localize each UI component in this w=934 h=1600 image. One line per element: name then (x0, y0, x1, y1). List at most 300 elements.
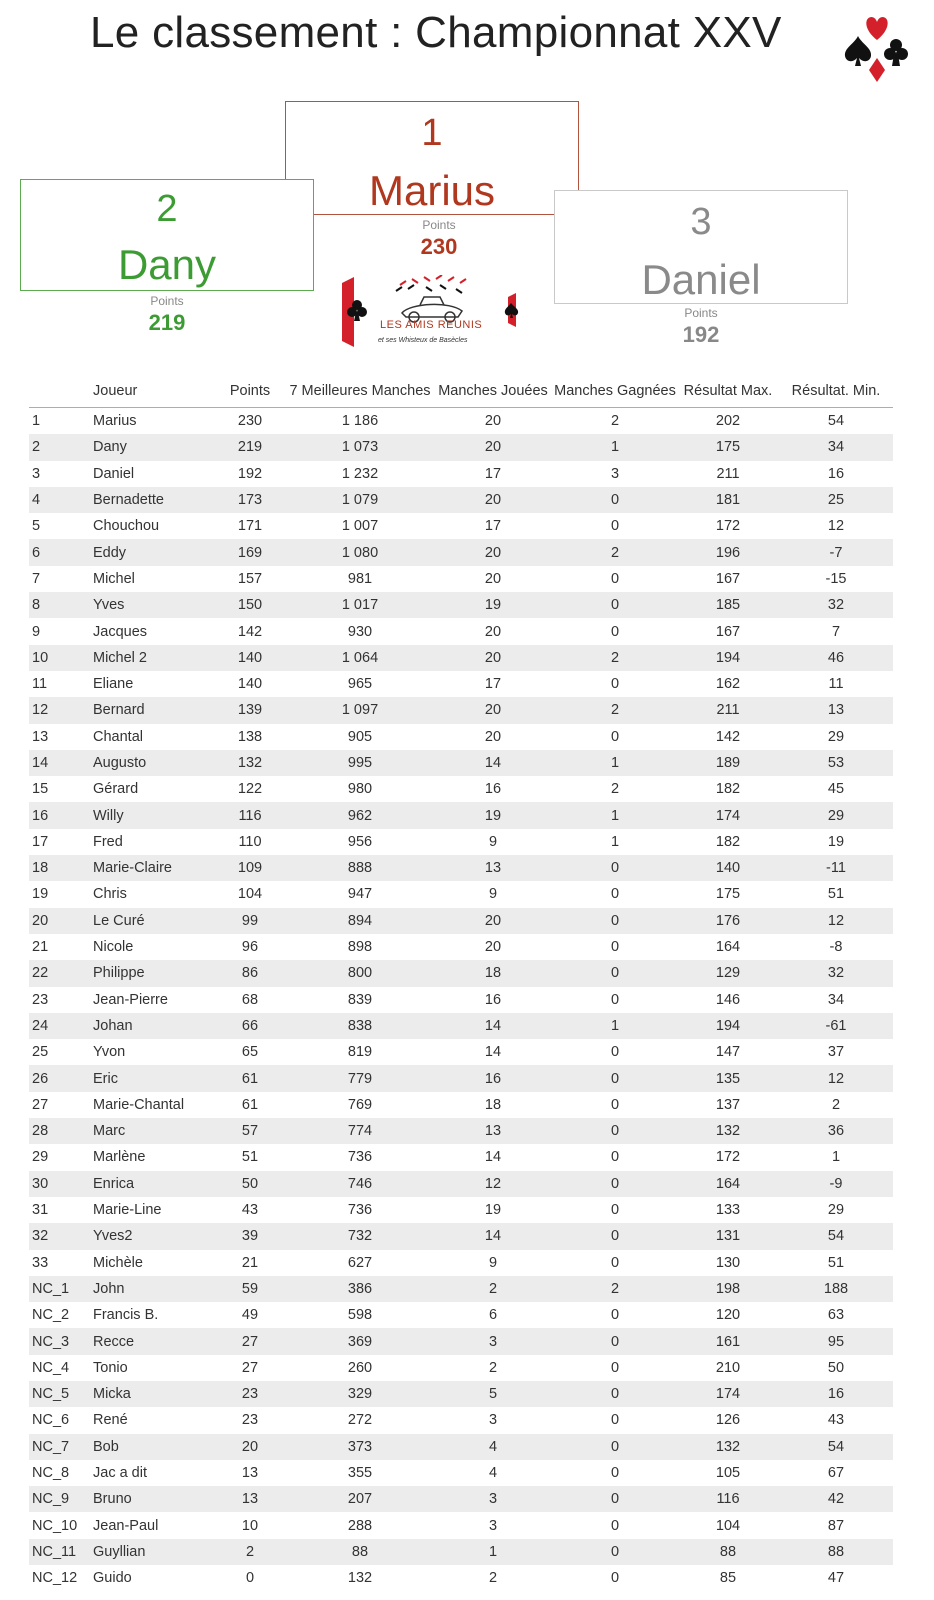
table-row (29, 750, 893, 776)
cell-player: Michel (93, 570, 135, 587)
podium-second-name: Dany (117, 241, 217, 288)
cell-max-result: 194 (677, 645, 779, 671)
table-row (29, 1197, 893, 1223)
cell-points: 13 (213, 1486, 287, 1512)
cell-min-result: 51 (827, 886, 845, 903)
cell-best-rounds: 839 (347, 991, 373, 1008)
cell-points: 157 (237, 570, 263, 587)
cell-min-result: 11 (828, 676, 844, 693)
cell-rounds-won: 0 (553, 1434, 677, 1460)
cell-rank: 30 (29, 1171, 93, 1197)
cell-points: 132 (213, 750, 287, 776)
cell-min-result: 37 (827, 1044, 845, 1061)
cell-rank: 14 (29, 750, 93, 776)
cell-rounds-won: 1 (553, 434, 677, 460)
cell-min-result: 32 (779, 960, 893, 986)
cell-min-result: 53 (779, 750, 893, 776)
cell-best-rounds: 956 (347, 833, 373, 850)
podium-second (20, 179, 314, 291)
cell-rounds-played: 4 (488, 1465, 498, 1482)
cell-rounds-played: 3 (433, 1328, 553, 1354)
table-row (29, 1092, 893, 1118)
table-row (29, 776, 893, 802)
cell-min-result: 47 (827, 1570, 845, 1587)
cell-points: 171 (237, 518, 263, 535)
logo-text: LES AMIS REUNIS (380, 319, 483, 331)
table-row (29, 461, 893, 487)
cell-rounds-won: 0 (610, 728, 620, 745)
cell-best-rounds: 1 186 (341, 413, 379, 430)
cell-rank: NC_5 (29, 1381, 93, 1407)
podium-first-points-value: 230 (420, 234, 458, 259)
cell-points: 230 (237, 413, 263, 430)
cell-min-result: 42 (779, 1486, 893, 1512)
cell-points: 173 (213, 487, 287, 513)
cell-rank: NC_3 (29, 1328, 93, 1354)
cell-min-result: 87 (827, 1517, 845, 1534)
table-row (29, 1381, 893, 1407)
cell-player: Guido (93, 1570, 132, 1587)
cell-player: Philippe (93, 960, 213, 986)
podium-first (285, 101, 579, 215)
cell-best-rounds: 980 (347, 781, 373, 798)
col-header-max-result: Résultat Max. (677, 375, 779, 408)
cell-points: 99 (213, 908, 287, 934)
cell-player: Daniel (93, 465, 135, 482)
cell-points: 169 (213, 539, 287, 565)
cell-player: René (93, 1412, 128, 1429)
cell-max-result: 161 (677, 1328, 779, 1354)
table-row (29, 1276, 893, 1302)
cell-rank: 17 (32, 833, 49, 850)
cell-best-rounds: 819 (347, 1044, 373, 1061)
cell-rounds-played: 16 (484, 781, 502, 798)
cell-max-result: 211 (716, 465, 740, 482)
cell-rank: 25 (32, 1044, 49, 1061)
cell-rounds-won: 0 (610, 1149, 620, 1166)
cell-points: 110 (238, 833, 262, 850)
cell-rank: 23 (32, 991, 49, 1008)
table-row (29, 934, 893, 960)
cell-rounds-won: 0 (610, 1254, 620, 1271)
table-row (29, 645, 893, 671)
cell-best-rounds: 962 (287, 802, 433, 828)
cell-min-result: -15 (825, 570, 847, 587)
col-header-rounds-played: Manches Jouées (433, 375, 553, 408)
cell-points: 0 (245, 1570, 255, 1587)
cell-player: Jean-Paul (93, 1517, 159, 1534)
cell-rank: 8 (29, 592, 93, 618)
cell-best-rounds: 272 (347, 1412, 373, 1429)
cell-points: 66 (213, 1013, 287, 1039)
club-logo (340, 275, 525, 353)
cell-rounds-won: 0 (610, 1570, 620, 1587)
cell-rank: 10 (29, 645, 93, 671)
cell-rounds-played: 20 (433, 697, 553, 723)
cell-min-result: 12 (827, 518, 845, 535)
cell-max-result: 210 (715, 1359, 741, 1376)
cell-rounds-won: 1 (610, 833, 620, 850)
cell-rounds-played: 14 (484, 1149, 502, 1166)
cell-points: 219 (213, 434, 287, 460)
cell-best-rounds: 930 (347, 623, 373, 640)
cell-rounds-won: 1 (553, 802, 677, 828)
cell-points: 43 (241, 1202, 259, 1219)
cell-best-rounds: 1 017 (287, 592, 433, 618)
cell-rank: 9 (32, 623, 41, 640)
cell-rank: 29 (32, 1149, 49, 1166)
cell-rounds-played: 19 (484, 1202, 502, 1219)
cell-max-result: 174 (677, 1381, 779, 1407)
cell-max-result: 130 (715, 1254, 741, 1271)
cell-best-rounds: 329 (287, 1381, 433, 1407)
cell-player: Michèle (93, 1254, 143, 1271)
cell-rounds-won: 0 (553, 908, 677, 934)
cell-rounds-played: 18 (433, 960, 553, 986)
cell-max-result: 185 (677, 592, 779, 618)
cell-points: 96 (241, 939, 259, 956)
table-row (29, 1171, 893, 1197)
cell-best-rounds: 746 (287, 1171, 433, 1197)
cell-player: Micka (93, 1381, 213, 1407)
cell-player: Enrica (93, 1171, 213, 1197)
cell-points: 68 (241, 991, 259, 1008)
table-row (29, 802, 893, 828)
cell-rounds-won: 0 (610, 1044, 620, 1061)
cell-player: Gérard (93, 781, 139, 798)
cell-rounds-played: 19 (433, 802, 553, 828)
podium-second-rank: 2 (156, 188, 178, 230)
cell-max-result: 167 (715, 570, 741, 587)
cell-rounds-played: 14 (433, 750, 553, 776)
table-row (29, 1512, 893, 1538)
cell-max-result: 133 (715, 1202, 741, 1219)
cell-min-result: 12 (779, 1065, 893, 1091)
table-row (29, 1223, 893, 1249)
cell-min-result: 67 (827, 1465, 845, 1482)
cell-rounds-played: 3 (488, 1412, 498, 1429)
cell-best-rounds: 132 (347, 1570, 373, 1587)
cell-max-result: 88 (677, 1539, 779, 1565)
cell-rounds-won: 0 (553, 1065, 677, 1091)
cell-rounds-won: 1 (553, 750, 677, 776)
cell-player: Michel 2 (93, 645, 213, 671)
cell-rounds-won: 0 (610, 676, 620, 693)
table-row (29, 1144, 893, 1170)
cell-best-rounds: 800 (287, 960, 433, 986)
cell-best-rounds: 1 064 (287, 645, 433, 671)
cell-rounds-won: 3 (610, 465, 620, 482)
cell-player: Francis B. (93, 1307, 159, 1324)
cell-max-result: 176 (677, 908, 779, 934)
table-row (29, 1013, 893, 1039)
table-row (29, 618, 893, 644)
cell-points: 86 (213, 960, 287, 986)
cell-rounds-played: 6 (488, 1307, 498, 1324)
podium-first-points (379, 218, 499, 260)
cell-rank: 1 (32, 413, 41, 430)
cell-rounds-won: 2 (610, 781, 620, 798)
cell-max-result: 202 (715, 413, 741, 430)
cell-min-result: 50 (827, 1359, 845, 1376)
cell-player: Bernard (93, 697, 213, 723)
cell-player: Jac a dit (93, 1465, 147, 1482)
cell-rank: 22 (29, 960, 93, 986)
cell-rounds-played: 20 (484, 939, 502, 956)
cell-min-result: 34 (779, 434, 893, 460)
cell-rank: 33 (32, 1254, 49, 1271)
cell-min-result: 54 (779, 1434, 893, 1460)
cell-min-result: 19 (827, 833, 845, 850)
cell-rounds-won: 2 (553, 645, 677, 671)
table-row (29, 1039, 893, 1065)
cell-best-rounds: 1 080 (287, 539, 433, 565)
cell-rounds-played: 20 (484, 570, 502, 587)
cell-best-rounds: 627 (347, 1254, 373, 1271)
cell-max-result: 105 (715, 1465, 741, 1482)
cell-rounds-played: 18 (484, 1096, 502, 1113)
cell-points: 23 (213, 1381, 287, 1407)
cell-player: Yves (93, 592, 213, 618)
cell-best-rounds: 947 (347, 886, 373, 903)
cell-max-result: 211 (677, 697, 779, 723)
cell-rounds-played: 20 (433, 645, 553, 671)
cell-rank: NC_4 (32, 1359, 70, 1376)
cell-rounds-won: 0 (553, 592, 677, 618)
cell-min-result: 29 (827, 728, 845, 745)
cell-max-result: 120 (715, 1307, 741, 1324)
cell-min-result: 34 (827, 991, 845, 1008)
cell-rank: NC_9 (29, 1486, 93, 1512)
cell-max-result: 104 (715, 1517, 741, 1534)
cell-best-rounds: 779 (287, 1065, 433, 1091)
cell-rank: 15 (32, 781, 49, 798)
cell-points: 61 (213, 1065, 287, 1091)
cell-rounds-played: 20 (433, 487, 553, 513)
cell-rounds-won: 2 (553, 1276, 677, 1302)
podium-second-points (107, 294, 227, 336)
cell-points: 140 (237, 676, 263, 693)
cell-rounds-played: 17 (484, 518, 502, 535)
cell-best-rounds: 774 (287, 1118, 433, 1144)
table-row (29, 513, 893, 539)
cell-rounds-won: 2 (610, 413, 620, 430)
cell-rank: 31 (32, 1202, 49, 1219)
cell-points: 122 (237, 781, 263, 798)
cell-best-rounds: 736 (347, 1149, 373, 1166)
cell-rounds-played: 2 (488, 1359, 498, 1376)
cell-rank: 16 (29, 802, 93, 828)
table-row (29, 1486, 893, 1512)
cell-rank: 12 (29, 697, 93, 723)
cell-points: 59 (213, 1276, 287, 1302)
podium-second-points-value: 219 (148, 310, 186, 335)
cell-rounds-played: 20 (433, 539, 553, 565)
cell-rounds-won: 0 (553, 1486, 677, 1512)
cell-rounds-played: 17 (484, 465, 502, 482)
table-row (29, 881, 893, 907)
cell-max-result: 132 (677, 1434, 779, 1460)
cell-points: 49 (241, 1307, 259, 1324)
table-row (29, 1250, 893, 1276)
cell-best-rounds: 260 (347, 1359, 373, 1376)
cell-rounds-played: 9 (488, 886, 498, 903)
table-row (29, 1065, 893, 1091)
card-suits-icon (842, 14, 922, 94)
col-header-min-result: Résultat. Min. (779, 375, 893, 408)
cell-player: John (93, 1276, 213, 1302)
cell-min-result: 63 (827, 1307, 845, 1324)
cell-player: Chantal (93, 728, 143, 745)
cell-max-result: 142 (715, 728, 741, 745)
cell-points: 138 (237, 728, 263, 745)
cell-points: 20 (213, 1434, 287, 1460)
page-title: Le classement : Championnat XXV (90, 8, 782, 57)
cell-max-result: 132 (677, 1118, 779, 1144)
table-row (29, 566, 893, 592)
cell-player: Eddy (93, 539, 213, 565)
cell-rounds-won: 0 (610, 886, 620, 903)
podium-third-name: Daniel (641, 256, 761, 303)
cell-best-rounds: 995 (287, 750, 433, 776)
cell-player: Augusto (93, 750, 213, 776)
cell-player: Jean-Pierre (93, 991, 168, 1008)
cell-rank: 21 (32, 939, 49, 956)
cell-points: 27 (241, 1359, 259, 1376)
cell-points: 104 (237, 886, 263, 903)
cell-rank: NC_10 (32, 1517, 78, 1534)
cell-max-result: 181 (677, 487, 779, 513)
cell-min-result: 13 (779, 697, 893, 723)
cell-rounds-won: 0 (553, 487, 677, 513)
podium-first-points-label: Points (422, 218, 456, 232)
cell-best-rounds: 1 232 (341, 465, 379, 482)
table-row (29, 908, 893, 934)
cell-rank: 32 (29, 1223, 93, 1249)
cell-min-result: 54 (779, 1223, 893, 1249)
cell-points: 39 (213, 1223, 287, 1249)
cell-rounds-played: 14 (433, 1223, 553, 1249)
cell-rounds-played: 17 (484, 676, 502, 693)
cell-max-result: 182 (715, 781, 741, 798)
cell-rounds-won: 0 (553, 1171, 677, 1197)
cell-player: Jacques (93, 623, 148, 640)
podium-third-points (641, 306, 761, 348)
cell-player: Le Curé (93, 908, 213, 934)
table-row (29, 1565, 893, 1591)
cell-player: Marlène (93, 1149, 146, 1166)
cell-player: Yves2 (93, 1223, 213, 1249)
cell-best-rounds: 769 (347, 1096, 373, 1113)
cell-points: 192 (237, 465, 263, 482)
cell-points: 10 (241, 1517, 259, 1534)
cell-rounds-played: 14 (433, 1013, 553, 1039)
col-header-points: Points (213, 375, 287, 408)
cell-rounds-won: 1 (553, 1013, 677, 1039)
cell-best-rounds: 898 (347, 939, 373, 956)
cell-best-rounds: 905 (347, 728, 373, 745)
table-row (29, 697, 893, 723)
cell-best-rounds: 373 (287, 1434, 433, 1460)
cell-player: Marius (93, 413, 137, 430)
cell-max-result: 182 (715, 833, 741, 850)
cell-rank: 18 (29, 855, 93, 881)
cell-rounds-won: 0 (553, 960, 677, 986)
cell-rank: NC_6 (32, 1412, 70, 1429)
cell-min-result: -8 (829, 939, 843, 956)
cell-points: 57 (213, 1118, 287, 1144)
cell-points: 23 (241, 1412, 259, 1429)
cell-rounds-won: 0 (553, 1223, 677, 1249)
table-row (29, 671, 893, 697)
cell-points: 116 (213, 802, 287, 828)
cell-rounds-won: 0 (553, 855, 677, 881)
cell-min-result: 45 (827, 781, 845, 798)
cell-min-result: -11 (779, 855, 893, 881)
cell-min-result: 51 (827, 1254, 845, 1271)
cell-rounds-won: 0 (553, 1381, 677, 1407)
table-row (29, 1355, 893, 1381)
cell-min-result: 188 (779, 1276, 893, 1302)
cell-max-result: 126 (715, 1412, 741, 1429)
cell-rank: 7 (32, 570, 41, 587)
cell-rounds-played: 3 (488, 1517, 498, 1534)
cell-points: 50 (213, 1171, 287, 1197)
cell-min-result: 29 (827, 1202, 845, 1219)
cell-rounds-played: 9 (488, 833, 498, 850)
table-row (29, 1434, 893, 1460)
cell-min-result: -61 (779, 1013, 893, 1039)
podium-first-rank: 1 (421, 112, 443, 154)
cell-rank: 13 (32, 728, 49, 745)
cell-rank: NC_2 (32, 1307, 70, 1324)
cell-rounds-played: 9 (488, 1254, 498, 1271)
cell-best-rounds: 894 (287, 908, 433, 934)
col-header-rounds-won: Manches Gagnées (553, 375, 677, 408)
cell-rounds-won: 0 (610, 1359, 620, 1376)
cell-max-result: 146 (715, 991, 741, 1008)
table-row (29, 1328, 893, 1354)
cell-rank: NC_7 (29, 1434, 93, 1460)
cell-rounds-won: 0 (610, 1465, 620, 1482)
cell-best-rounds: 1 007 (341, 518, 379, 535)
cell-max-result: 164 (715, 939, 741, 956)
cell-rank: 19 (32, 886, 49, 903)
table-row (29, 539, 893, 565)
table-row (29, 855, 893, 881)
cell-max-result: 172 (715, 518, 741, 535)
cell-points: 140 (213, 645, 287, 671)
cell-rounds-played: 2 (488, 1570, 498, 1587)
table-row (29, 829, 893, 855)
cell-max-result: 147 (715, 1044, 741, 1061)
cell-max-result: 189 (677, 750, 779, 776)
cell-best-rounds: 732 (287, 1223, 433, 1249)
cell-points: 21 (241, 1254, 259, 1271)
cell-min-result: 36 (779, 1118, 893, 1144)
cell-player: Chris (93, 886, 127, 903)
table-row (29, 1460, 893, 1486)
cell-rank: 2 (29, 434, 93, 460)
cell-points: 142 (237, 623, 263, 640)
logo-subtext: et ses Whisteux de Basècles (378, 337, 468, 344)
cell-min-result: -7 (779, 539, 893, 565)
cell-rounds-played: 16 (484, 991, 502, 1008)
cell-min-result: 25 (779, 487, 893, 513)
cell-player: Bernadette (93, 487, 213, 513)
cell-min-result: 88 (779, 1539, 893, 1565)
cell-player: Tonio (93, 1359, 128, 1376)
